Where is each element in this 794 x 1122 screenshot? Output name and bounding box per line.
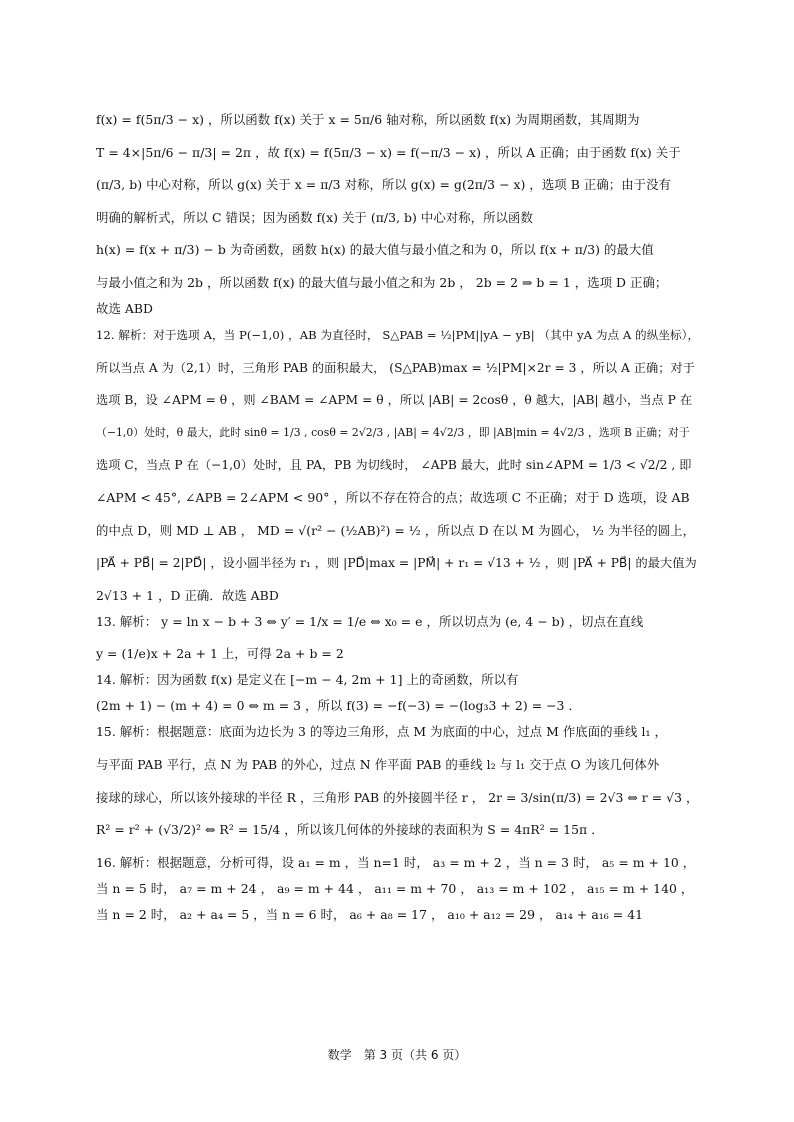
q13-solution-line: 13. 解析： y = ln x − b + 3 ⇔ y′ = 1/x = 1/e ⇔ x₀ = e ，所以切点为 (e, 4 − b) ，切点在直线: [96, 613, 644, 629]
text-line: 2√13 + 1 ，D 正确．故选 ABD: [96, 587, 279, 603]
text-line: f(x) = f(5π/3 − x) ，所以函数 f(x) 关于 x = 5π/6 轴对称，所以函数 f(x) 为周期函数，其周期为: [96, 112, 640, 127]
text-line: ∠APM < 45°, ∠APB = 2∠APM < 90° ，所以不存在符合的点；故选项 C 不正确；对于 D 选项，设 AB: [96, 489, 690, 505]
text-line: 与平面 PAB 平行，点 N 为 PAB 的外心，过点 N 作平面 PAB 的垂线 l₂ 与 l₁ 交于点 O 为该几何体外: [96, 756, 660, 772]
text-line: (π/3, b) 中心对称，所以 g(x) 关于 x = π/3 对称，所以 g(x) = g(2π/3 − x) ，选项 B 正确；由于没有: [96, 177, 671, 193]
text-line: （−1,0）处时，θ 最大，此时 sinθ = 1/3 , cosθ = 2√2/3 , |AB| = 4√2/3 ，即 |AB|min = 4√2/3 ，选项 B 正确；对于: [96, 425, 690, 439]
text-line: 明确的解析式，所以 C 错误；因为函数 f(x) 关于 (π/3, b) 中心对称，所以函数: [96, 209, 533, 225]
q12-solution-line: 12. 解析：对于选项 A，当 P(−1,0) ，AB 为直径时， S△PAB = ½|PM||yA − yB| （其中 yA 为点 A 的纵坐标），: [96, 327, 700, 342]
text-line: 当 n = 5 时， a₇ = m + 24 ， a₉ = m + 44 ， a₁₁ = m + 70 ， a₁₃ = m + 102 ， a₁₅ = m + 140 ，: [96, 880, 694, 896]
text-line: 所以当点 A 为（2,1）时，三角形 PAB 的面积最大， (S△PAB)max = ½|PM|×2r = 3 ，所以 A 正确；对于: [96, 360, 695, 375]
text-line: 选项 B，设 ∠APM = θ ，则 ∠BAM = ∠APM = θ ，所以 |AB| = 2cosθ ，θ 越大，|AB| 越小，当点 P 在: [96, 393, 693, 408]
text-line: 的中点 D，则 MD ⊥ AB ， MD = √(r² − (½AB)²) = ½ ，所以点 D 在以 M 为圆心， ½ 为半径的圆上，: [96, 522, 696, 538]
text-line: T = 4×|5π/6 − π/3| = 2π ，故 f(x) = f(5π/3 − x) = f(−π/3 − x) ，所以 A 正确；由于函数 f(x) 关于: [96, 144, 681, 160]
q14-solution-line: 14. 解析：因为函数 f(x) 是定义在 [−m − 4, 2m + 1] 上的奇函数，所以有: [96, 672, 519, 688]
text-line: R² = r² + (√3/2)² ⇔ R² = 15/4 ，所以该几何体的外接球的表面积为 S = 4πR² = 15π ．: [96, 822, 604, 838]
text-line: (2m + 1) − (m + 4) = 0 ⇔ m = 3 ，所以 f(3) = −f(−3) = −(log₃3 + 2) = −3 ．: [96, 698, 581, 714]
text-line: 与最小值之和为 2b ，所以函数 f(x) 的最大值与最小值之和为 2b ， 2b = 2 ⇒ b = 1 ，选项 D 正确；: [96, 274, 668, 290]
text-line: 接球的球心，所以该外接球的半径 R ，三角形 PAB 的外接圆半径 r ， 2r = 3/sin(π/3) = 2√3 ⇔ r = √3 ，: [96, 789, 699, 805]
text-line: 选项 C，当点 P 在（−1,0）处时，且 PA，PB 为切线时， ∠APB 最大，此时 sin∠APM = 1/3 < √2/2 , 即: [96, 458, 692, 473]
q16-solution-line: 16. 解析：根据题意，分析可得，设 a₁ = m ，当 n=1 时， a₃ = m + 2 ，当 n = 3 时， a₅ = m + 10 ，: [96, 854, 696, 870]
text-line: h(x) = f(x + π/3) − b 为奇函数，函数 h(x) 的最大值与最小值之和为 0，所以 f(x + π/3) 的最大值: [96, 242, 654, 258]
page-footer: 数学 第 3 页（共 6 页）: [327, 1048, 467, 1062]
text-line: |PA⃗ + PB⃗| = 2|PD⃗| ，设小圆半径为 r₁ ，则 |PD⃗|max = |PM⃗| + r₁ = √13 + ½ ，则 |PA⃗ + PB⃗| 的最大值为: [96, 556, 697, 571]
text-line: 故选 ABD: [96, 300, 154, 316]
text-line: y = (1/e)x + 2a + 1 上，可得 2a + b = 2: [96, 646, 344, 662]
solution-text: [96, 112, 700, 933]
q15-solution-line: 15. 解析：根据题意：底面为边长为 3 的等边三角形，点 M 为底面的中心，过点 M 作底面的垂线 l₁ ，: [96, 724, 667, 740]
text-line: 当 n = 2 时， a₂ + a₄ = 5 ，当 n = 6 时， a₆ + a₈ = 17 ， a₁₀ + a₁₂ = 29 ， a₁₄ + a₁₆ = 41: [96, 906, 644, 922]
